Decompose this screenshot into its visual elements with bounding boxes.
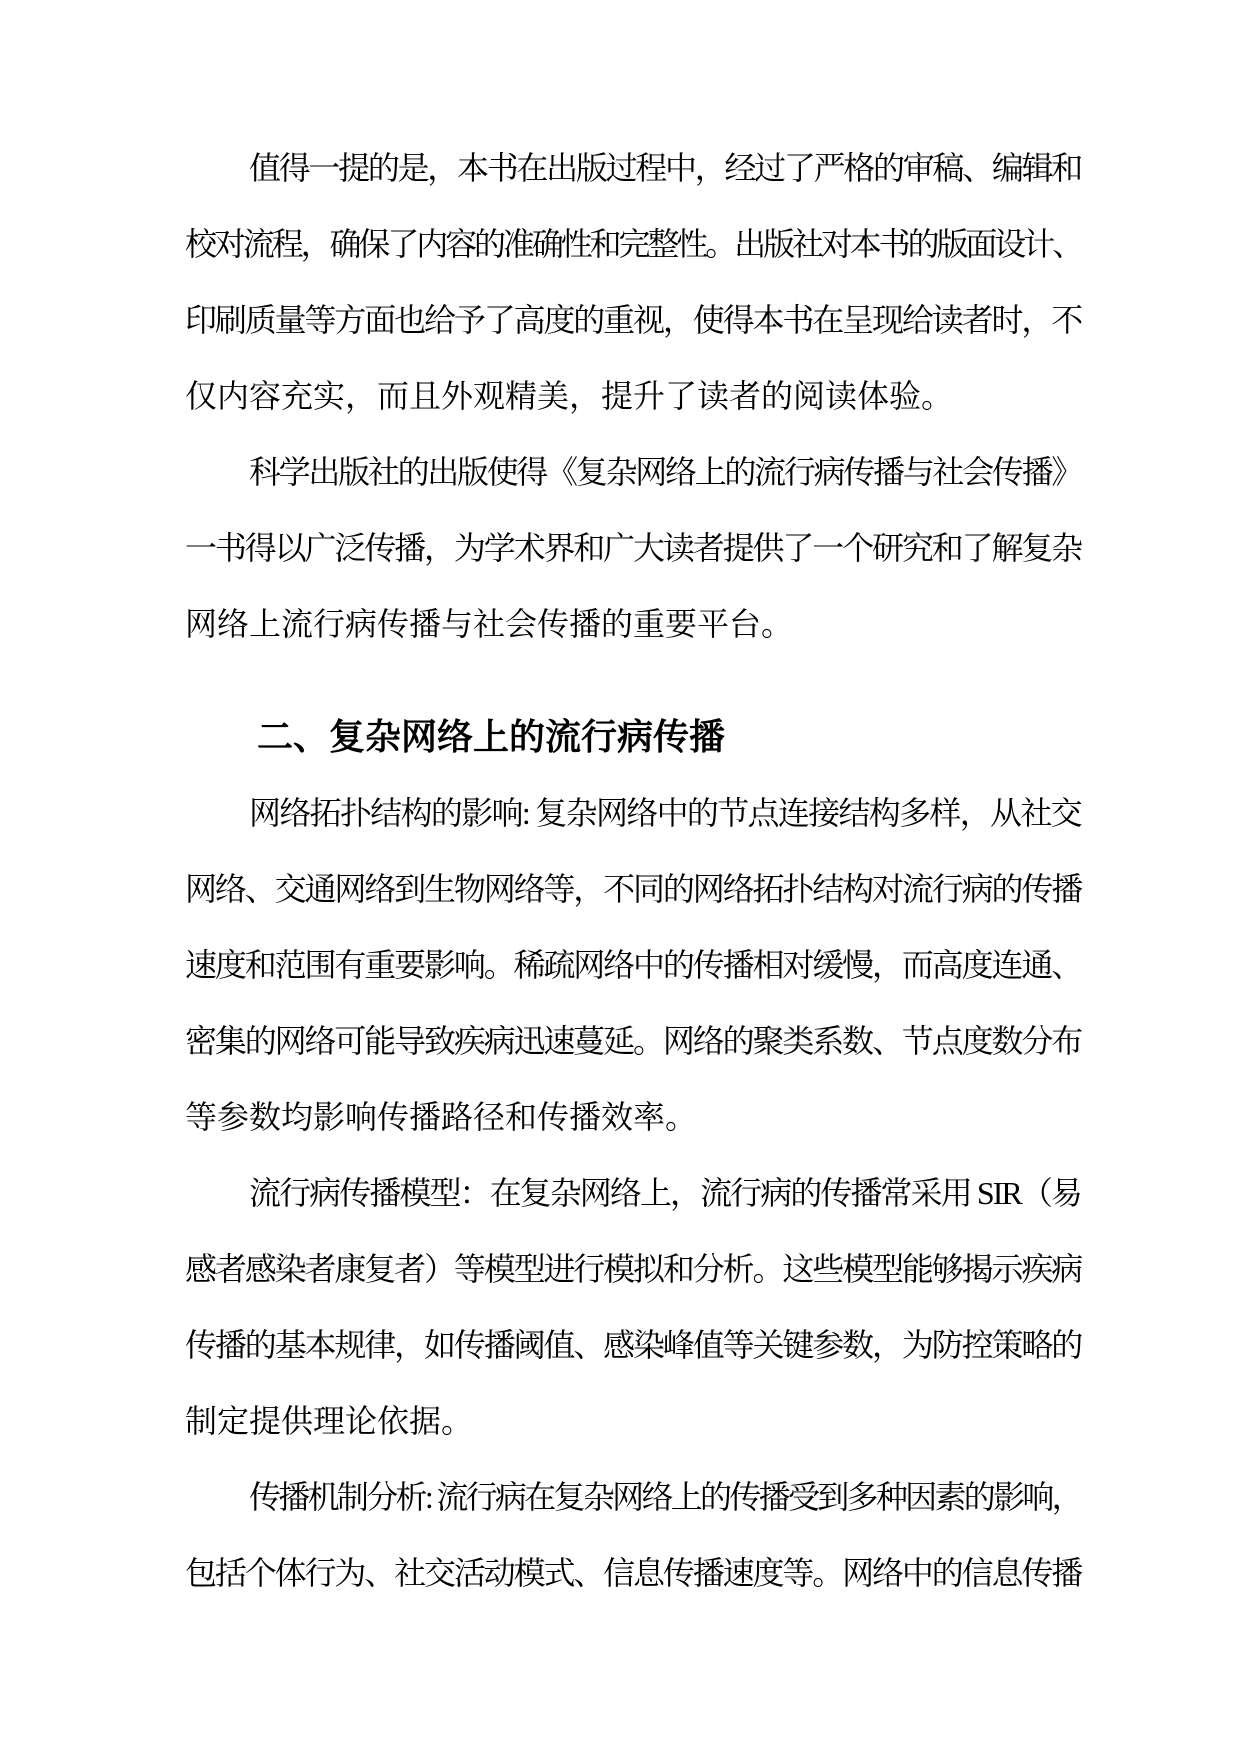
text-line: 传播的基本规律，如传播阈值、感染峰值等关键参数，为防控策略的 <box>185 1327 1082 1363</box>
paragraph <box>185 130 1081 434</box>
text-line: 网络上流行病传播与社会传播的重要平台。 <box>185 606 794 642</box>
text-line: 科学出版社的出版使得《复杂网络上的流行病传播与社会传播》 <box>249 454 1081 490</box>
text-line: 感者感染者康复者）等模型进行模拟和分析。这些模型能够揭示疾病 <box>185 1251 1082 1287</box>
text-line: 速度和范围有重要影响。稀疏网络中的传播相对缓慢，而高度连通、 <box>185 947 1082 983</box>
text-line: 包括个体行为、社交活动模式、信息传播速度等。网络中的信息传播 <box>185 1555 1082 1591</box>
section-heading: 二、复杂网络上的流行病传播 <box>257 717 726 757</box>
paragraph <box>185 1459 1081 1611</box>
paragraph <box>185 775 1081 1155</box>
text-line: 一书得以广泛传播，为学术界和广大读者提供了一个研究和了解复杂 <box>185 530 1082 566</box>
text-line: 等参数均影响传播路径和传播效率。 <box>185 1099 698 1135</box>
document-text <box>185 130 1081 1611</box>
text-line: 网络拓扑结构的影响: 复杂网络中的节点连接结构多样，从社交 <box>249 795 1081 831</box>
text-line: 仅内容充实，而且外观精美，提升了读者的阅读体验。 <box>185 378 954 414</box>
text-line: 值得一提的是，本书在出版过程中，经过了严格的审稿、编辑和 <box>249 150 1081 186</box>
paragraph <box>185 434 1081 662</box>
text-line: 流行病传播模型：在复杂网络上，流行病的传播常采用 SIR（易 <box>249 1175 1081 1211</box>
text-line: 传播机制分析: 流行病在复杂网络上的传播受到多种因素的影响， <box>249 1479 1081 1515</box>
text-line: 印刷质量等方面也给予了高度的重视，使得本书在呈现给读者时，不 <box>185 302 1082 338</box>
paragraph <box>185 1155 1081 1459</box>
text-line: 密集的网络可能导致疾病迅速蔓延。网络的聚类系数、节点度数分布 <box>185 1023 1082 1059</box>
text-line: 网络、交通网络到生物网络等，不同的网络拓扑结构对流行病的传播 <box>185 871 1082 907</box>
text-line: 校对流程，确保了内容的准确性和完整性。出版社对本书的版面设计、 <box>185 226 1081 262</box>
text-line: 制定提供理论依据。 <box>185 1403 474 1439</box>
